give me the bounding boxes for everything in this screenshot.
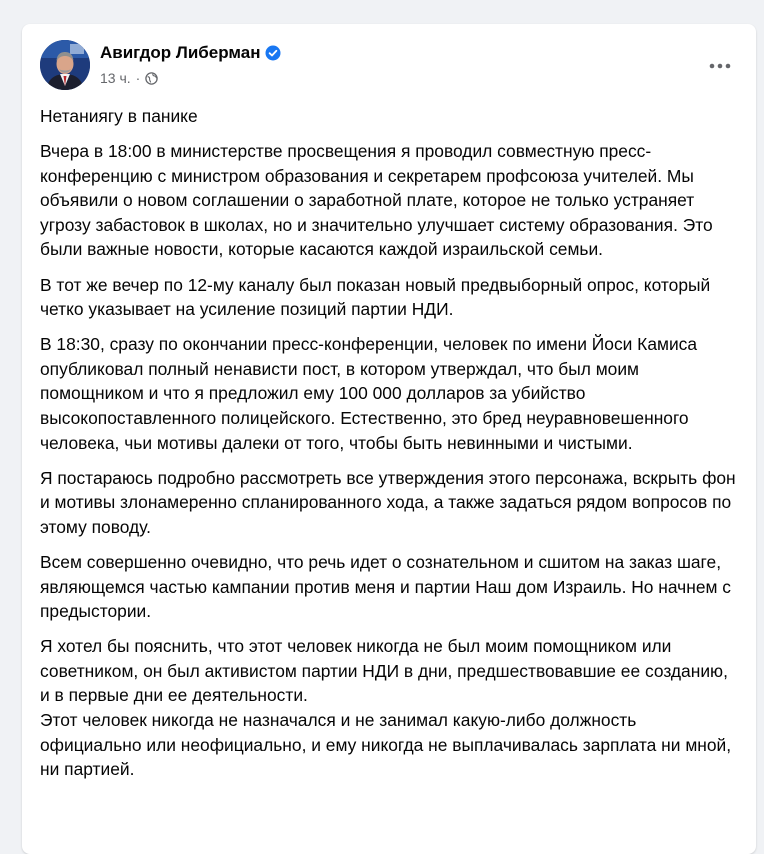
post-paragraph-line: Этот человек никогда не назначался и не занимал какую-либо должность официально или неофициально, и ему никогда не выплачивалась зарплата ни мной, ни партией. [40, 710, 732, 780]
post-header [40, 40, 740, 92]
post-paragraph: Вчера в 18:00 в министерстве просвещения я проводил совместную пресс-конференцию с министром образования и секретарем профсоюза учителей. Мы объявили о новом соглашении о заработной плате, которое не только устраняет угрозу забастовок в школах, но и значительно улучшает систему образования. Это были важные новости, которые касаются каждой израильской семьи. [40, 141, 713, 260]
author-name-link[interactable]: Авигдор Либерман [100, 43, 261, 62]
post-card [22, 24, 756, 854]
post-paragraph [40, 634, 740, 782]
post-paragraph: Всем совершенно очевидно, что речь идет о сознательном и сшитом на заказ шаге, являющемся частью кампании против меня и партии Наш дом Израиль. Но начнем с предыстории. [40, 552, 732, 622]
more-options-icon [709, 63, 731, 69]
post-body [40, 104, 740, 782]
meta-separator: · [135, 70, 141, 86]
verified-badge-icon [265, 45, 281, 61]
author-row [100, 42, 281, 64]
avatar[interactable] [40, 40, 90, 90]
post-paragraph: В 18:30, сразу по окончании пресс-конференции, человек по имени Йоси Камиса опубликовал полный ненависти пост, в котором утверждал, что был моим помощником и что я предложил ему 100 000 долларов за убийство высокопоставленного полицейского. Естественно, это бред неуравновешенного человека, чьи мотивы далеки от того, чтобы быть невинными и чистыми. [40, 334, 698, 453]
author-block [100, 42, 281, 86]
avatar-image [40, 40, 90, 90]
post-paragraph-line: Я хотел бы пояснить, что этот человек никогда не был моим помощником или советником, он был активистом партии НДИ в дни, предшествовавшие ее созданию, и в первые дни ее деятельности. [40, 636, 728, 706]
post-paragraph: Нетаниягу в панике [40, 106, 198, 126]
globe-icon[interactable] [145, 72, 158, 85]
post-meta [100, 70, 281, 86]
post-timestamp-link[interactable]: 13 ч. [100, 70, 131, 86]
post-paragraph: Я постараюсь подробно рассмотреть все утверждения этого персонажа, вскрыть фон и мотивы злонамеренно спланированного хода, а также задаться рядом вопросов по этому поводу. [40, 467, 736, 537]
post-paragraph: В тот же вечер по 12-му каналу был показан новый предвыборный опрос, который четко указывает на усиление позиций партии НДИ. [40, 274, 711, 320]
more-options-button[interactable] [706, 54, 734, 78]
